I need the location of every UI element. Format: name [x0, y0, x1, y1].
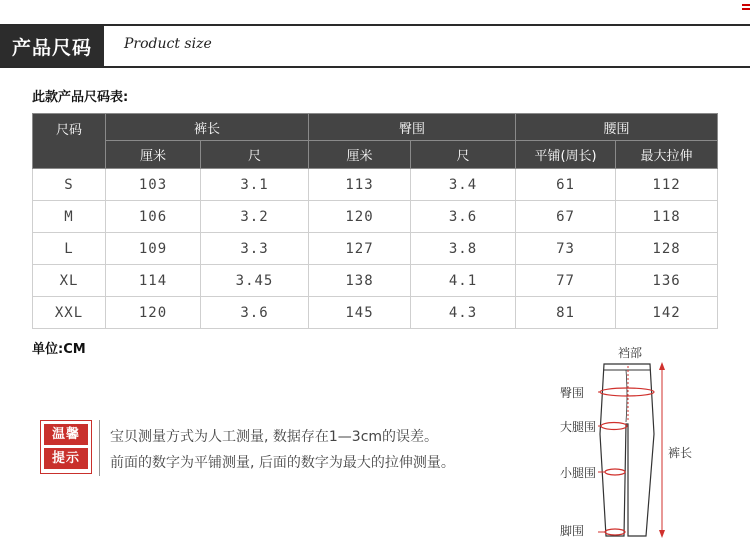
- cell-size: M: [33, 201, 106, 233]
- cell: 142: [616, 297, 718, 329]
- cell: 112: [616, 169, 718, 201]
- cell: 128: [616, 233, 718, 265]
- size-table: [32, 113, 718, 329]
- table-title: 此款产品尺码表:: [32, 90, 129, 105]
- pants-illustration: [540, 344, 730, 544]
- cell: 3.6: [201, 297, 309, 329]
- table-row: [33, 233, 718, 265]
- cell: 3.3: [201, 233, 309, 265]
- header-length: 裤长: [106, 114, 309, 141]
- header-rule: [0, 66, 750, 68]
- subheader-hip-cm: 厘米: [309, 141, 411, 169]
- cell: 3.6: [411, 201, 516, 233]
- cell: 120: [106, 297, 201, 329]
- cell: 3.45: [201, 265, 309, 297]
- cell-size: L: [33, 233, 106, 265]
- cell-size: XXL: [33, 297, 106, 329]
- tip-badge-line1: 温馨: [44, 424, 88, 445]
- cell: 127: [309, 233, 411, 265]
- cell: 3.4: [411, 169, 516, 201]
- cell: 4.3: [411, 297, 516, 329]
- table-row: [33, 169, 718, 201]
- unit-label: 单位:CM: [32, 342, 86, 357]
- section-title: 产品尺码: [0, 26, 104, 66]
- cell: 109: [106, 233, 201, 265]
- cell: 81: [516, 297, 616, 329]
- table-row: [33, 265, 718, 297]
- table-row: [33, 297, 718, 329]
- cell: 138: [309, 265, 411, 297]
- tip-text: [110, 424, 455, 476]
- cell: 67: [516, 201, 616, 233]
- cell: 73: [516, 233, 616, 265]
- table-row: [33, 201, 718, 233]
- pants-diagram: [540, 344, 730, 544]
- tip-line1: 宝贝测量方式为人工测量, 数据存在1—3cm的误差。: [110, 429, 439, 445]
- label-hip: 臀围: [560, 386, 585, 400]
- cell: 145: [309, 297, 411, 329]
- subheader-hip-chi: 尺: [411, 141, 516, 169]
- cell: 61: [516, 169, 616, 201]
- label-hem: 脚围: [560, 524, 585, 538]
- tip-badge: [40, 420, 92, 474]
- cell-size: S: [33, 169, 106, 201]
- cell: 4.1: [411, 265, 516, 297]
- cell: 113: [309, 169, 411, 201]
- subheader-length-cm: 厘米: [106, 141, 201, 169]
- label-calf: 小腿围: [560, 466, 597, 480]
- corner-mark: [742, 4, 750, 14]
- cell: 103: [106, 169, 201, 201]
- header-size: 尺码: [33, 114, 106, 169]
- cell-size: XL: [33, 265, 106, 297]
- subheader-length-chi: 尺: [201, 141, 309, 169]
- cell: 136: [616, 265, 718, 297]
- label-length: 裤长: [668, 446, 693, 460]
- subheader-waist-stretch: 最大拉伸: [616, 141, 718, 169]
- label-thigh: 大腿围: [560, 420, 597, 434]
- cell: 3.2: [201, 201, 309, 233]
- section-subtitle: Product size: [124, 36, 212, 52]
- cell: 77: [516, 265, 616, 297]
- tip-line2: 前面的数字为平铺测量, 后面的数字为最大的拉伸测量。: [110, 455, 455, 471]
- tip-divider: [99, 420, 100, 476]
- tip-badge-line2: 提示: [44, 448, 88, 469]
- header-waist: 腰围: [516, 114, 718, 141]
- label-crotch: 裆部: [618, 346, 643, 360]
- cell: 114: [106, 265, 201, 297]
- header-hip: 臀围: [309, 114, 516, 141]
- cell: 120: [309, 201, 411, 233]
- subheader-waist-flat: 平铺(周长): [516, 141, 616, 169]
- cell: 106: [106, 201, 201, 233]
- cell: 3.1: [201, 169, 309, 201]
- cell: 118: [616, 201, 718, 233]
- cell: 3.8: [411, 233, 516, 265]
- header-top-line: [0, 24, 750, 26]
